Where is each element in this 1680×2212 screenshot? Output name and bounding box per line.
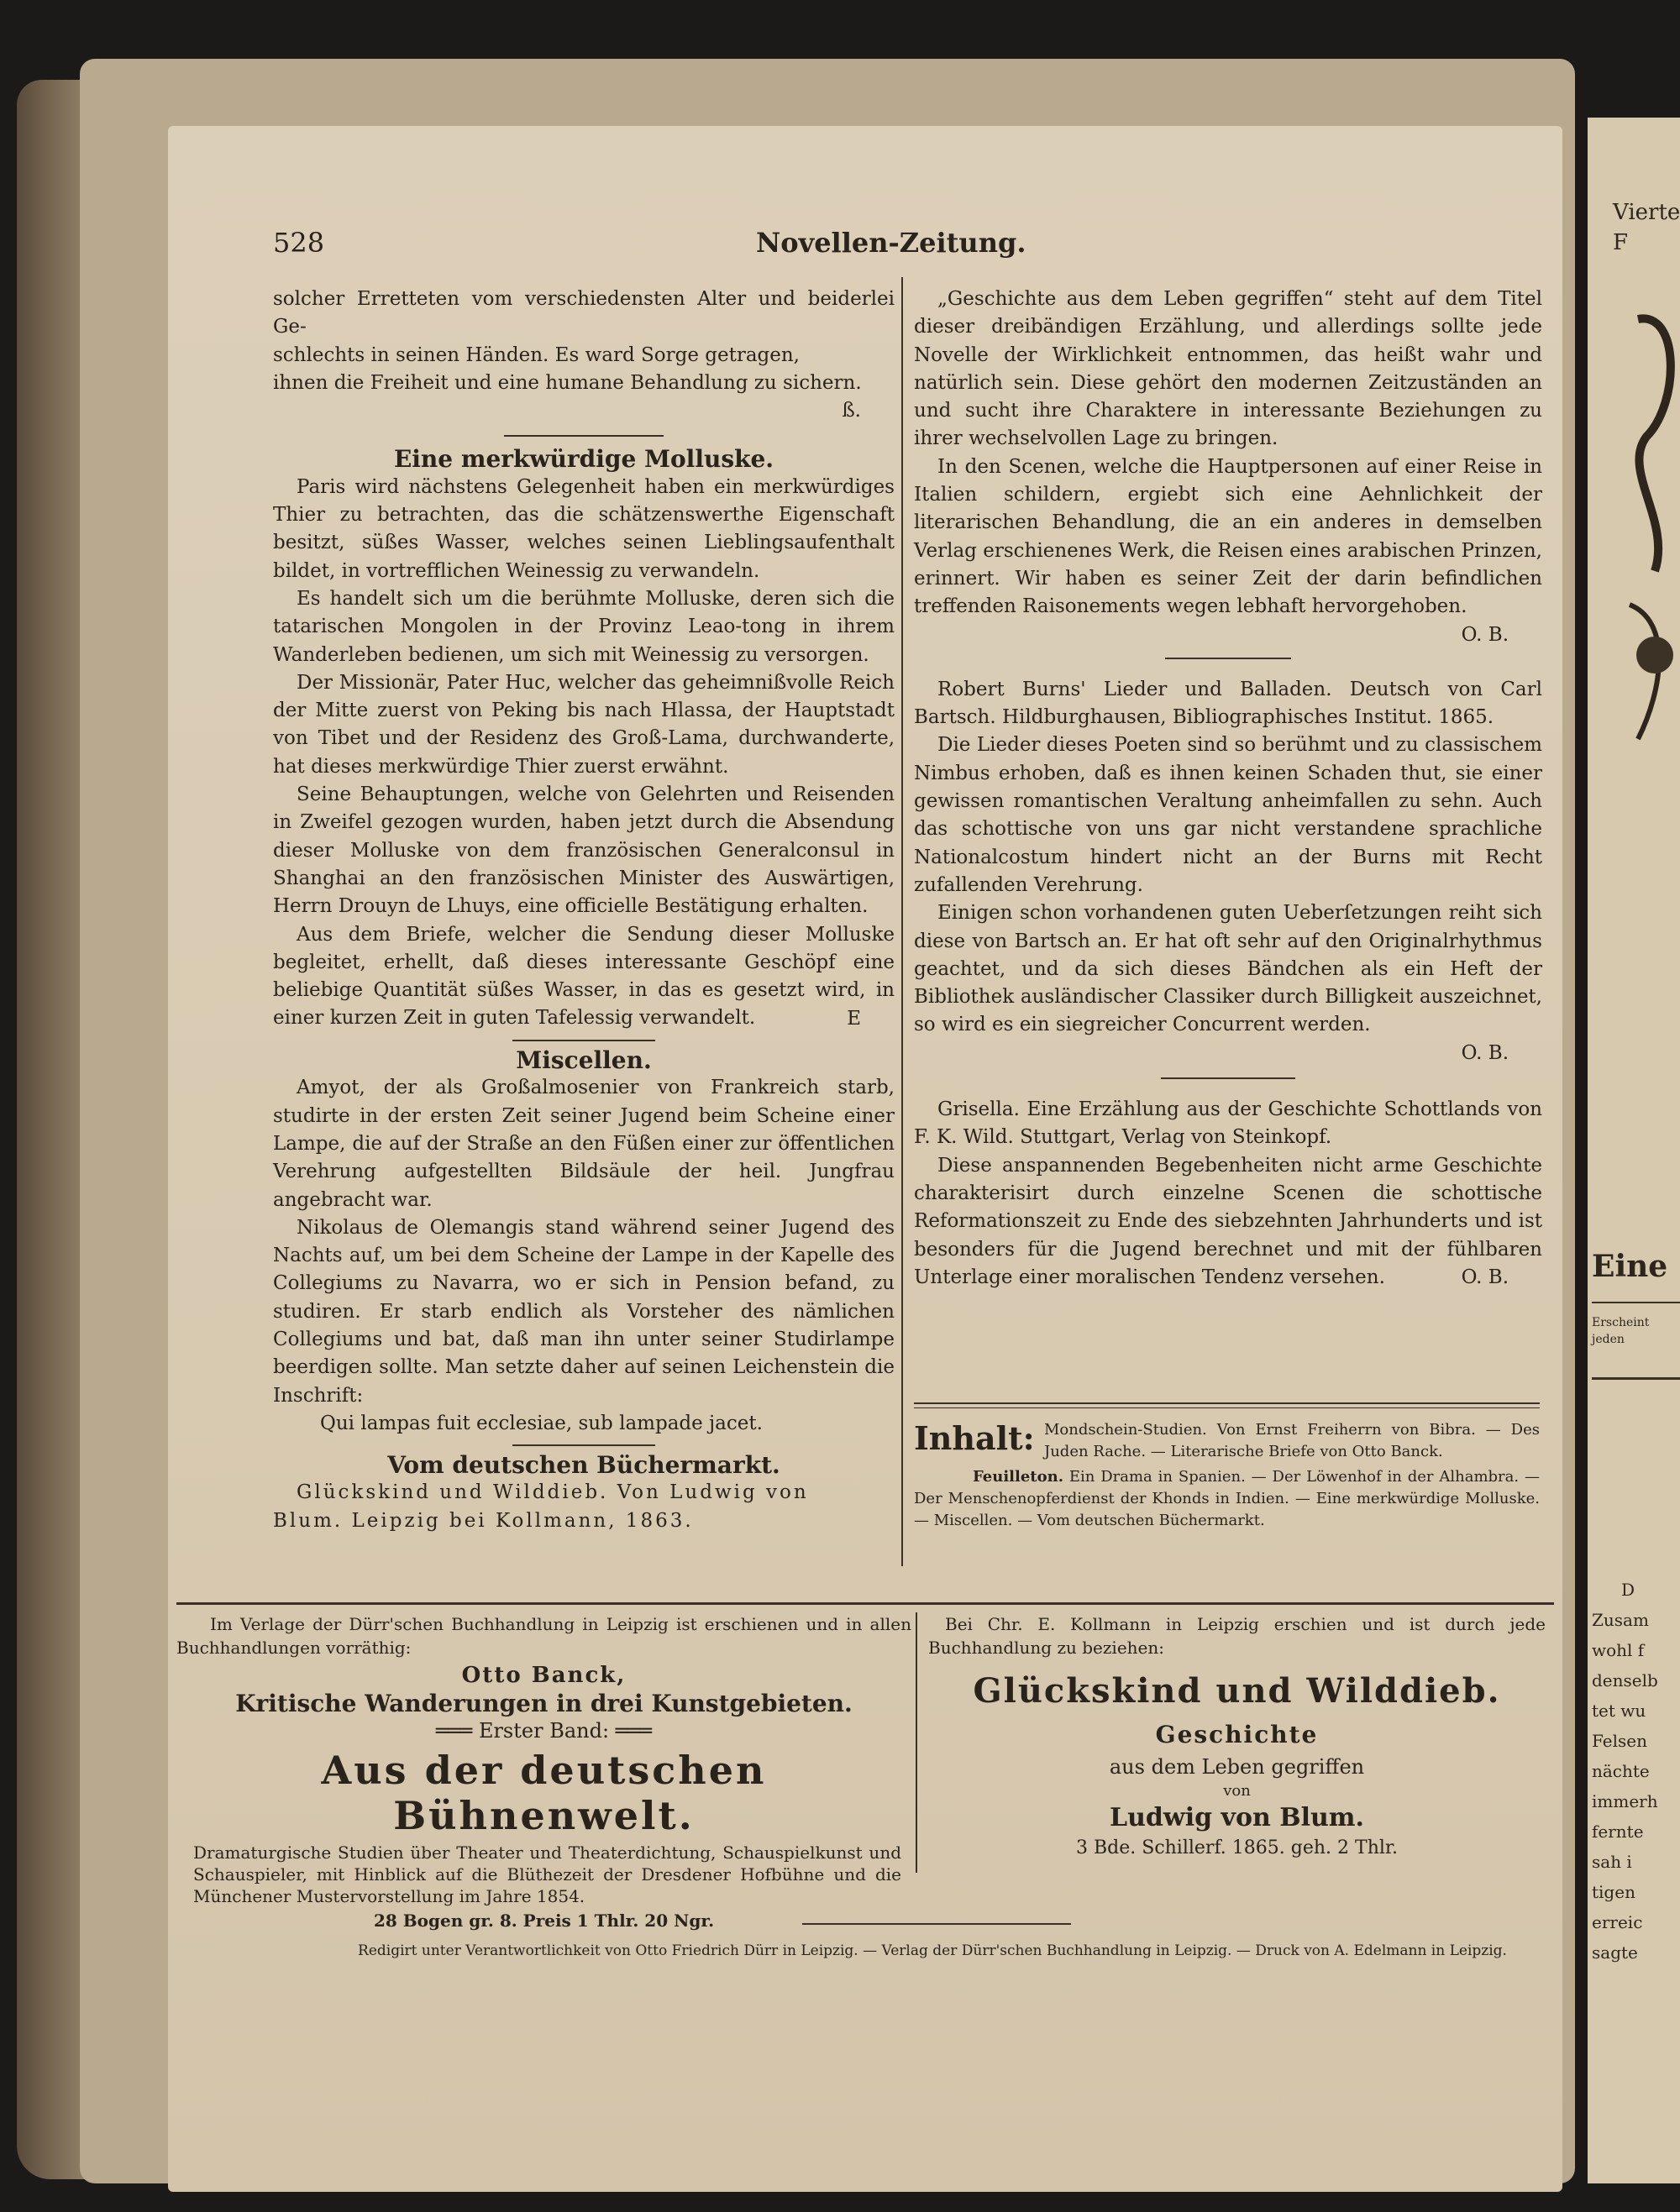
market-entry-line: Glückskind und Wilddieb. Von Ludwig von — [297, 1481, 809, 1504]
ad-left-volume: Erster Band: — [478, 1719, 610, 1743]
feuilleton-block — [914, 1466, 1540, 1532]
ad-right-author: Ludwig von Blum. — [1110, 1803, 1364, 1832]
next-page-small-line: jeden — [1592, 1333, 1625, 1346]
section-divider — [504, 435, 664, 437]
mollusk-paragraph: Der Missionär, Pater Huc, welcher das geheimnißvolle Reich der Mitte zuerst von Peking bis nach Hlassa, der Hauptstadt von Tibet und der Residenz des Groß-Lama, durchwanderte, hat dieses merkwürdige Thier zuerst erwähnt. — [273, 671, 895, 778]
footer-rule — [802, 1923, 1071, 1925]
ad-separator — [916, 1612, 917, 1873]
ad-right-intro: Bei Chr. E. Kollmann in Leipzig erschien und ist durch jede Buchhandlung zu beziehen: — [928, 1614, 1546, 1658]
next-page-line: D — [1621, 1580, 1635, 1600]
right-column — [914, 286, 1542, 1292]
review-paragraph: Einigen schon vorhandenen guten Ueberſetzungen reiht sich diese von Bartsch an. Er hat oft sehr auf den Originalrhythmus geachtet, und da sich dieses Bändchen als ein Heft der Bibliothek ausländischer Classiker durch Billigkeit auszeichnet, so wird es ein siegreicher Concurrent werden. — [914, 902, 1542, 1036]
ad-left-author: Otto Banck, — [461, 1663, 627, 1688]
review-paragraph: Die Lieder dieses Poeten sind so berühmt und zu classischem Nimbus erhoben, daß es ihnen keinen Schaden thut, sie einer gewissen romantischen Veraltung anheimfallen zu sehn. Auch das schottische von uns gar nicht verstandene sprachliche Nationalcostum hindert nicht an der Burns mit Recht zufallenden Verehrung. — [914, 734, 1542, 896]
review-signature: O. B. — [1461, 623, 1509, 646]
intro-line: ihnen die Freiheit und eine humane Behandlung zu sichern. — [273, 371, 862, 394]
ad-right-genre: Geschichte — [1155, 1721, 1319, 1748]
section-divider — [512, 1444, 655, 1446]
review-signature: O. B. — [1461, 1041, 1509, 1064]
contents-rule-top-thin — [914, 1407, 1540, 1408]
double-dash-ornament: ═══ — [615, 1719, 653, 1743]
review-paragraph: Diese anspannenden Begebenheiten nicht arme Geschichte charakterisirt durch einzelne Scenen die schottische Reformationszeit zu Ende des siebzehnten Jahrhunderts und ist besonders für die Jugend berechnet und mit der fühlbaren Unterlage einer moralischen Tendenz versehen. — [914, 1154, 1542, 1288]
left-column — [273, 286, 895, 1535]
misc-paragraph: Nikolaus de Olemangis stand während seiner Jugend des Nachts auf, um bei dem Scheine der Lampe in der Kapelle des Collegiums zu Navarra, wo er sich in Pension befand, zu studiren. Er starb endlich als Vorsteher des nämlichen Collegiums und bat, daß man ihn unter seiner Studirlampe beerdigen sollte. Man setzte daher auf seinen Leichenstein die Inschrift: — [273, 1216, 895, 1407]
section-divider — [1165, 658, 1291, 659]
intro-line: schlechts in seinen Händen. Es ward Sorge getragen, — [273, 343, 800, 366]
column-separator — [901, 277, 903, 1566]
next-page-line: fernte — [1592, 1821, 1644, 1842]
misc-inscription: Qui lampas fuit ecclesiae, sub lampade jacet. — [320, 1412, 763, 1434]
next-page-line: erreic — [1592, 1912, 1643, 1932]
next-page-rule — [1592, 1377, 1680, 1380]
mollusk-paragraph: Es handelt sich um die berühmte Molluske, deren sich die tatarischen Mongolen in der Provinz Leao-tong in ihrem Wanderleben bedienen, um sich mit Weinessig zu versorgen. — [273, 587, 895, 666]
page-number: 528 — [273, 227, 325, 259]
review-signature: O. B. — [1461, 1266, 1509, 1289]
ad-right-subtitle: aus dem Leben gegriffen — [1109, 1755, 1365, 1779]
ad-right-by: von — [1223, 1782, 1251, 1800]
ad-right-title: Glückskind und Wilddieb. — [973, 1671, 1501, 1711]
next-page-line: tigen — [1592, 1882, 1635, 1902]
mollusk-paragraph: Aus dem Briefe, welcher die Sendung dieser Molluske begleitet, erhellt, daß dieses interessante Geschöpf eine beliebige Quantität süßes Wasser, in das es gesetzt wird, in einer kurzen Zeit in guten Tafelessig verwandelt. — [273, 923, 895, 1030]
ad-left-volume-row — [176, 1719, 911, 1743]
intro-line: solcher Erretteten vom verschiedensten Alter und beiderlei Ge- — [273, 288, 895, 338]
next-page-line: sah i — [1592, 1852, 1632, 1872]
next-page-line: denselb — [1592, 1670, 1658, 1690]
running-title: Novellen-Zeitung. — [756, 227, 1026, 259]
review-paragraph: In den Scenen, welche die Hauptpersonen auf einer Reise in Italien schildern, ergiebt sich eine Aehnlichkeit der literarischen Behandlung, die an ein anderes in demselben Verlag erschienenes Werk, die Reisen eines arabischen Prinzen, erinnert. Wir haben es seiner Zeit der darin befindlichen treffenden Raisonements wegen lebhaft hervorgehoben. — [914, 455, 1542, 618]
next-page-line: immerh — [1592, 1791, 1658, 1811]
contents-label: Inhalt: — [914, 1419, 1035, 1457]
misc-heading: Miscellen. — [516, 1046, 652, 1075]
next-page-fragment — [1588, 118, 1680, 2183]
misc-paragraph: Amyot, der als Großalmosenier von Frankreich starb, studirte in der ersten Zeit seiner Jugend beim Scheine einer Lampe, die auf der Straße an den Füßen einer zur öffentlichen Verehrung aufgestellten Bildsäule der heil. Jungfrau angebracht war. — [273, 1077, 895, 1211]
next-page-small-line: Erscheint — [1592, 1316, 1650, 1329]
ad-left-title: Aus der deutschen Bühnenwelt. — [321, 1748, 767, 1838]
ad-right-details: 3 Bde. Schillerf. 1865. geh. 2 Thlr. — [1076, 1837, 1398, 1858]
feuilleton-label: Feuilleton. — [973, 1468, 1063, 1486]
ad-left-series: Kritische Wanderungen in drei Kunstgebieten. — [235, 1690, 853, 1717]
mollusk-paragraph: Seine Behauptungen, welche von Gelehrten und Reisenden in Zweifel gezogen wurden, haben jetzt durch die Absendung dieser Molluske von dem französischen Generalconsul in Shanghai an den französischen Minister des Auswärtigen, Herrn Drouyn de Lhuys, eine officielle Bestätigung erhalten. — [273, 784, 895, 918]
feuilleton-text: Ein Drama in Spanien. — Der Löwenhof in der Alhambra. — Der Menschenopferdienst der Khonds in Indien. — Eine merkwürdige Molluske. — Miscellen. — Vom deutschen Büchermarkt. — [914, 1468, 1540, 1529]
ad-right — [928, 1612, 1546, 1858]
mollusk-signature: E — [847, 1007, 861, 1030]
mollusk-paragraph: Paris wird nächstens Gelegenheit haben ein merkwürdiges Thier zu betrachten, das die schätzenswerthe Eigenschaft besitzt, süßes Wasser, welches seinen Lieblingsaufenthalt bildet, in vortrefflichen Weinessig zu verwandeln. — [273, 475, 895, 582]
contents-text: Mondschein-Studien. Von Ernst Freiherrn von Bibra. — Des Juden Rache. — Literarische Briefe von Otto Banck. — [1044, 1421, 1540, 1460]
intro-signature: ß. — [842, 400, 861, 422]
next-page-line: wohl f — [1592, 1640, 1645, 1660]
market-heading: Vom deutschen Büchermarkt. — [387, 1451, 780, 1480]
ad-left — [176, 1612, 911, 1931]
contents-rule-top — [914, 1402, 1540, 1404]
review-paragraph: „Geschichte aus dem Leben gegriffen“ steht auf dem Titel dieser dreibändigen Erzählung, und allerdings sollte jede Novelle der Wirklichkeit entnommen, das heißt wahr und natürlich sein. Diese gehört den modernen Zeitzuständen an und sucht ihre Charaktere in interessante Beziehungen zu ihrer wechselvollen Lage zu bringen. — [914, 288, 1542, 450]
ad-left-intro: Im Verlage der Dürr'schen Buchhandlung in Leipzig ist erschienen und in allen Buchhandlungen vorräthig: — [176, 1614, 911, 1658]
ads-separator-rule — [176, 1602, 1554, 1605]
mollusk-heading: Eine merkwürdige Molluske. — [393, 445, 774, 474]
next-page-line: nächte — [1592, 1761, 1650, 1781]
next-page-rule — [1592, 1302, 1680, 1303]
next-page-line: Zusam — [1592, 1610, 1649, 1630]
market-entry-line: Blum. Leipzig bei Kollmann, 1863. — [273, 1509, 694, 1532]
review-head: Robert Burns' Lieder und Balladen. Deutsch von Carl Bartsch. Hildburghausen, Bibliographisches Institut. 1865. — [914, 678, 1542, 729]
review-head: Grisella. Eine Erzählung aus der Geschichte Schottlands von F. K. Wild. Stuttgart, Verlag von Steinkopf. — [914, 1098, 1542, 1149]
footer-imprint: Redigirt unter Verantwortlichkeit von Otto Friedrich Dürr in Leipzig. — Verlag der Dürr'schen Buchhandlung in Leipzig. — Druck von A. Edelmann in Leipzig. — [358, 1942, 1507, 1959]
section-divider — [1161, 1077, 1295, 1079]
next-page-line: tet wu — [1592, 1701, 1646, 1721]
section-divider — [512, 1040, 655, 1041]
next-page-lines — [1592, 1575, 1658, 1968]
ad-left-price: 28 Bogen gr. 8. Preis 1 Thlr. 20 Ngr. — [373, 1911, 715, 1931]
next-page-line: Felsen — [1592, 1731, 1647, 1751]
next-page-line: sagte — [1592, 1942, 1638, 1963]
next-page-heading: Eine — [1592, 1249, 1668, 1284]
double-dash-ornament: ═══ — [435, 1719, 473, 1743]
newspaper-page — [168, 126, 1562, 2192]
ornament-illustration-icon — [1604, 302, 1680, 764]
next-page-top-word: Vierte F — [1613, 200, 1680, 255]
ad-left-description: Dramaturgische Studien über Theater und Theaterdichtung, Schauspielkunst und Schauspieler, mit Hinblick auf die Blüthezeit der Dresdener Hofbühne und die Münchener Mustervorstellung im Jahre 1854. — [193, 1842, 901, 1906]
